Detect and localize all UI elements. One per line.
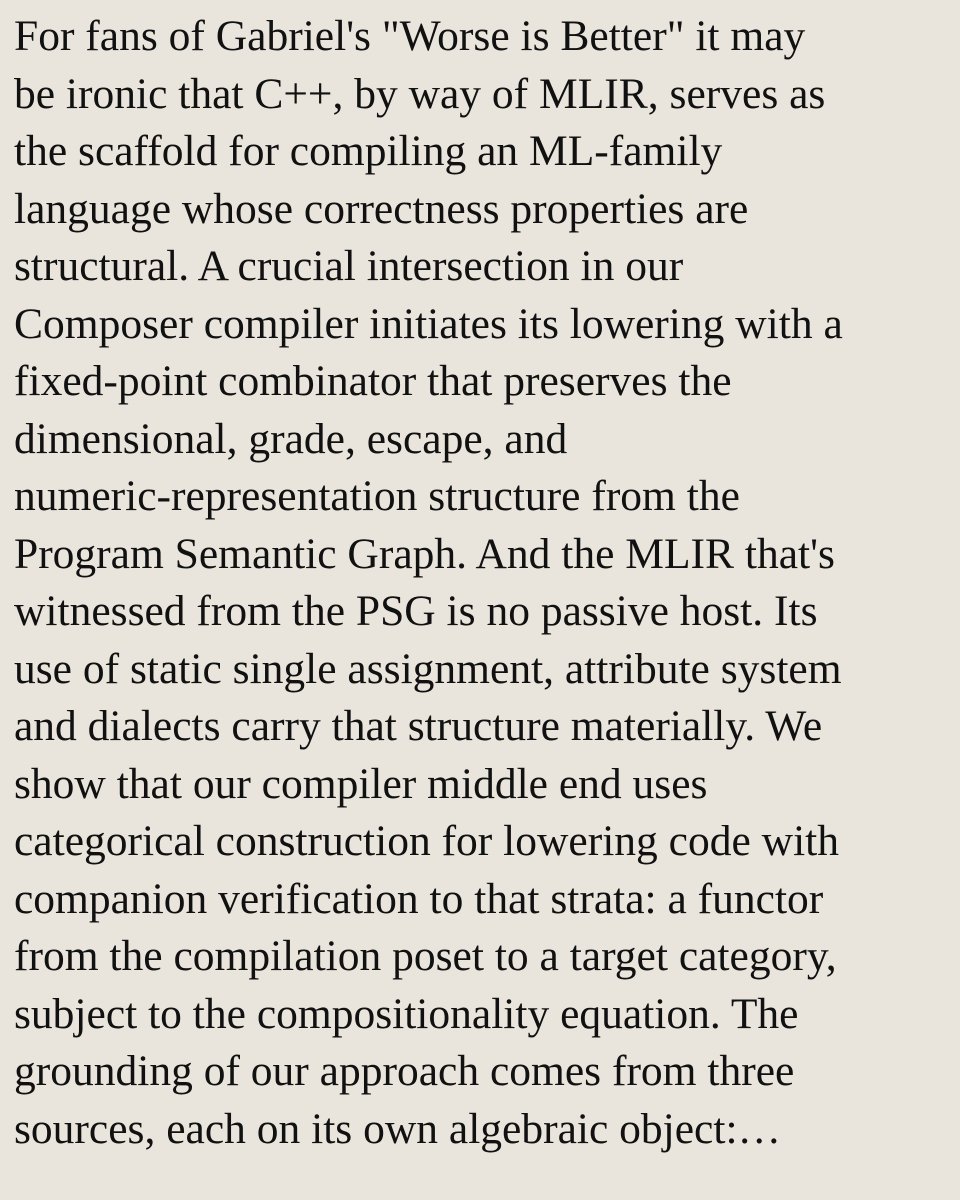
text-line: witnessed from the PSG is no passive host. Its (14, 587, 818, 635)
text-line: from the compilation poset to a target category, (14, 932, 837, 980)
text-line: fixed-point combinator that preserves the (14, 357, 732, 405)
text-line: companion verification to that strata: a functor (14, 874, 824, 923)
text-line: For fans of Gabriel's "Worse is Better" it may (14, 12, 806, 60)
text-line: categorical construction for lowering code with (14, 817, 839, 865)
text-line: grounding of our approach comes from three (14, 1047, 795, 1095)
text-line: dimensional, grade, escape, and (14, 414, 568, 463)
body-paragraph (14, 8, 954, 1158)
text-line: subject to the compositionality equation. The (14, 989, 799, 1038)
text-line: be ironic that C++, by way of MLIR, serves as (14, 69, 826, 118)
text-line: numeric-representation structure from the (14, 472, 740, 520)
text-line: the scaffold for compiling an ML-family (14, 127, 723, 175)
text-line: show that our compiler middle end uses (14, 759, 708, 808)
text-line: Program Semantic Graph. And the MLIR that's (14, 529, 835, 578)
text-line: sources, each on its own algebraic object:… (14, 1104, 782, 1153)
text-line: use of static single assignment, attribute system (14, 644, 842, 693)
text-line: structural. A crucial intersection in our (14, 242, 684, 290)
text-line: language whose correctness properties are (14, 184, 749, 233)
text-line: Composer compiler initiates its lowering with a (14, 299, 843, 348)
text-line: and dialects carry that structure materially. We (14, 702, 823, 750)
